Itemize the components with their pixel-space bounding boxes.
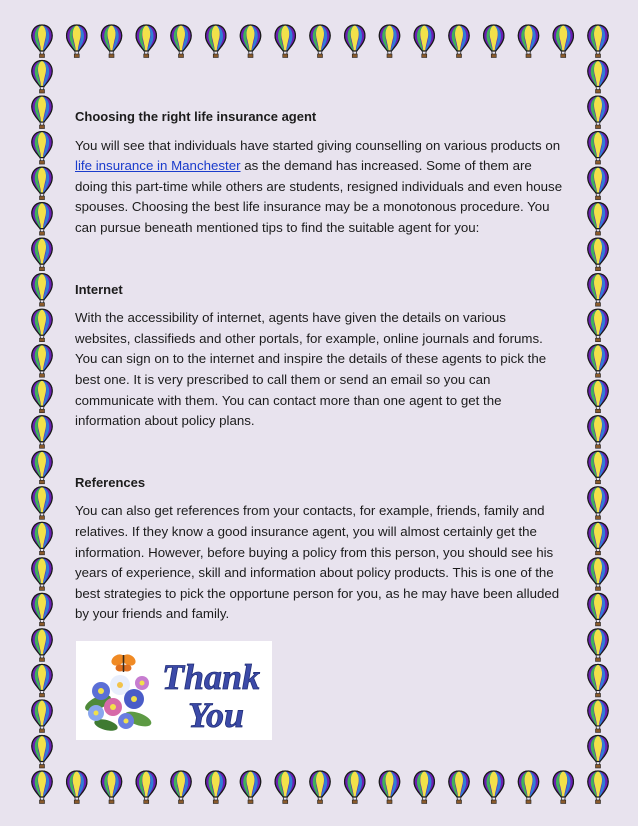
hot-air-balloon-icon [588, 487, 608, 520]
hot-air-balloon-icon [32, 664, 52, 697]
document-body [75, 107, 565, 625]
hot-air-balloon-icon [32, 380, 52, 413]
hot-air-balloon-icon [171, 25, 191, 58]
hot-air-balloon-icon [345, 771, 365, 804]
hot-air-balloon-icon [588, 771, 608, 804]
hot-air-balloon-icon [379, 771, 399, 804]
hot-air-balloon-icon [136, 25, 156, 58]
hot-air-balloon-icon [588, 61, 608, 94]
hot-air-balloon-icon [32, 522, 52, 555]
hot-air-balloon-icon [518, 771, 538, 804]
section-heading-choosing-agent: Choosing the right life insurance agent [75, 109, 317, 124]
hot-air-balloon-icon [449, 771, 469, 804]
hot-air-balloon-icon [414, 771, 434, 804]
hot-air-balloon-icon [588, 345, 608, 378]
hot-air-balloon-icon [310, 25, 330, 58]
hot-air-balloon-icon [379, 25, 399, 58]
thank-text: Thank [162, 657, 261, 697]
hot-air-balloon-icon [588, 451, 608, 484]
hot-air-balloon-icon [101, 771, 121, 804]
hot-air-balloon-icon [588, 25, 608, 58]
hot-air-balloon-icon [275, 771, 295, 804]
hot-air-balloon-icon [206, 771, 226, 804]
hot-air-balloon-icon [588, 96, 608, 129]
hot-air-balloon-icon [32, 25, 52, 58]
section-paragraph-internet: With the accessibility of internet, agents have given the details on various websites, classifieds and other portals, for example, online journals and forums. You can sign on to the internet and inspire the details of these agents to pick the best one. It is very prescribed to call them or send an email so you can communicate with them. You can contact more than one agent to get the information about policy plans. [75, 310, 547, 429]
hot-air-balloon-icon [588, 558, 608, 591]
hot-air-balloon-icon [32, 735, 52, 768]
hot-air-balloon-icon [32, 345, 52, 378]
hot-air-balloon-icon [32, 203, 52, 236]
hot-air-balloon-icon [588, 735, 608, 768]
hot-air-balloon-icon [67, 771, 87, 804]
hot-air-balloon-icon [136, 771, 156, 804]
hot-air-balloon-icon [588, 593, 608, 626]
hot-air-balloon-icon [101, 25, 121, 58]
hot-air-balloon-icon [588, 380, 608, 413]
flower-bouquet-icon [76, 641, 272, 740]
hot-air-balloon-icon [32, 132, 52, 165]
section-paragraph-references: You can also get references from your contacts, for example, friends, family and relatives. If they know a good insurance agent, you will almost certainly get the information. However, before buying a policy from this person, you should see his years of experience, skill and information about policy products. This is one of the best strategies to pick the opportune person for you, as he may have been alluded by your friends and family. [75, 503, 560, 622]
life-insurance-manchester-link[interactable]: life insurance in Manchester [75, 158, 241, 174]
hot-air-balloon-icon [32, 167, 52, 200]
hot-air-balloon-icon [240, 25, 260, 58]
hot-air-balloon-icon [588, 700, 608, 733]
thank-you-image [76, 641, 272, 740]
paragraph-text-after-link: as the demand has increased. Some of them are doing this part-time while others are students, resigned individuals and even house spouses. Choosing the best life insurance may be a monotonous procedure. You can pursue beneath mentioned tips to find the suitable agent for you: [75, 158, 563, 235]
hot-air-balloon-icon [32, 700, 52, 733]
hot-air-balloon-icon [588, 167, 608, 200]
hot-air-balloon-icon [32, 629, 52, 662]
hot-air-balloon-icon [518, 25, 538, 58]
hot-air-balloon-icon [588, 309, 608, 342]
hot-air-balloon-icon [345, 25, 365, 58]
hot-air-balloon-icon [310, 771, 330, 804]
hot-air-balloon-icon [553, 771, 573, 804]
hot-air-balloon-icon [32, 61, 52, 94]
hot-air-balloon-icon [32, 309, 52, 342]
paragraph-text-before-link: You will see that individuals have started giving counselling on various products on [75, 137, 561, 153]
hot-air-balloon-icon [484, 25, 504, 58]
hot-air-balloon-icon [32, 771, 52, 804]
hot-air-balloon-icon [553, 25, 573, 58]
hot-air-balloon-icon [32, 96, 52, 129]
hot-air-balloon-icon [206, 25, 226, 58]
hot-air-balloon-icon [588, 274, 608, 307]
hot-air-balloon-icon [171, 771, 191, 804]
hot-air-balloon-icon [588, 522, 608, 555]
you-text: You [188, 695, 245, 735]
hot-air-balloon-icon [32, 451, 52, 484]
hot-air-balloon-icon [588, 416, 608, 449]
hot-air-balloon-icon [484, 771, 504, 804]
hot-air-balloon-icon [32, 274, 52, 307]
hot-air-balloon-icon [588, 132, 608, 165]
hot-air-balloon-icon [414, 25, 434, 58]
hot-air-balloon-icon [449, 25, 469, 58]
hot-air-balloon-icon [32, 558, 52, 591]
hot-air-balloon-icon [588, 664, 608, 697]
hot-air-balloon-icon [32, 238, 52, 271]
hot-air-balloon-icon [32, 487, 52, 520]
section-heading-internet: Internet [75, 281, 123, 297]
hot-air-balloon-icon [67, 25, 87, 58]
hot-air-balloon-icon [275, 25, 295, 58]
section-heading-references: References [75, 474, 146, 490]
section-paragraph-choosing-agent [75, 136, 565, 239]
hot-air-balloon-icon [588, 203, 608, 236]
hot-air-balloon-icon [240, 771, 260, 804]
hot-air-balloon-icon [32, 416, 52, 449]
hot-air-balloon-icon [32, 593, 52, 626]
hot-air-balloon-icon [588, 629, 608, 662]
hot-air-balloon-icon [588, 238, 608, 271]
